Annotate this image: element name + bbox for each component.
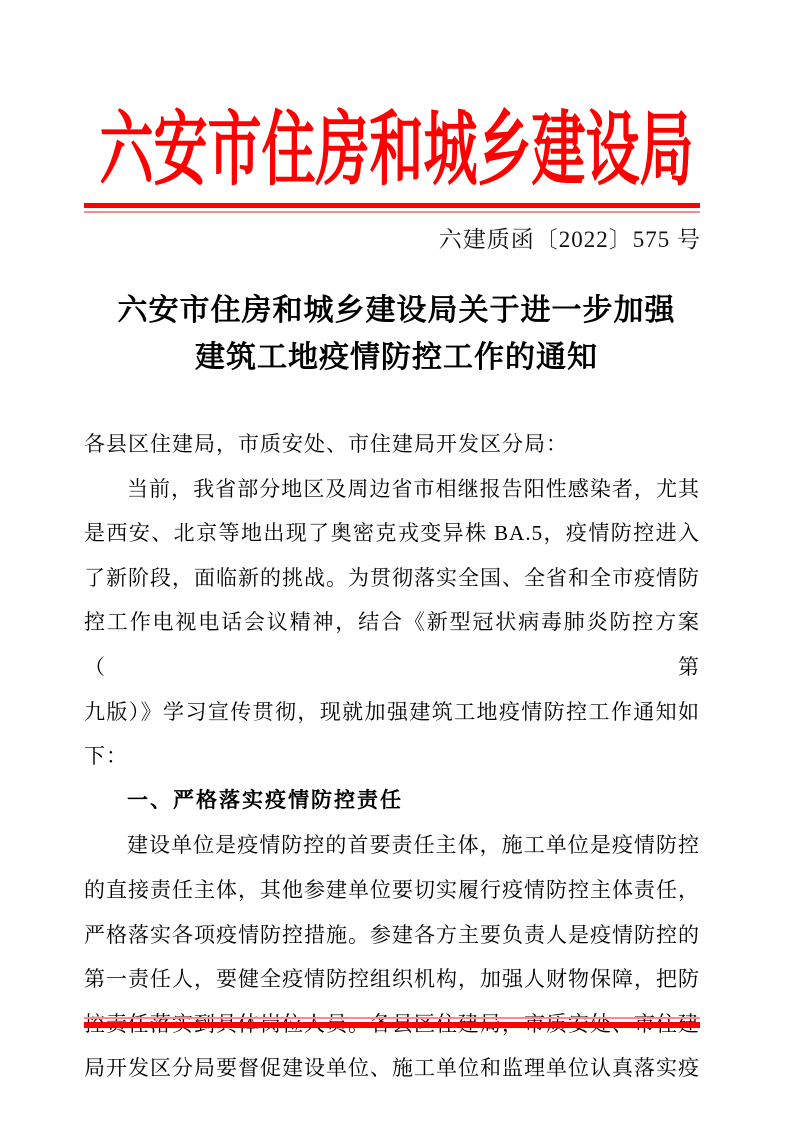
letterhead-agency-title: 六安市住房和城乡建设局 <box>99 105 694 196</box>
body-line: 建设单位是疫情防控的首要责任主体，施工单位是疫情防控 <box>127 833 700 858</box>
body-line: 是西安、北京等地出现了奥密克戎变异株 BA.5，疫情防控进入 <box>84 521 700 546</box>
body-line: 严格落实各项疫情防控措施。参建各方主要负责人是疫情防控的 <box>84 922 700 947</box>
document-body <box>84 422 700 1091</box>
body-line: 了新阶段，面临新的挑战。为贯彻落实全国、全省和全市疫情防 <box>84 565 700 590</box>
body-line: 九版）》学习宣传贯彻，现就加强建筑工地疫情防控工作通知如 <box>84 699 700 724</box>
letterhead-rule-thin <box>84 211 700 213</box>
document-number: 六建质函〔2022〕575 号 <box>438 227 701 252</box>
section-heading: 一、严格落实疫情防控责任 <box>127 788 403 812</box>
body-line: 第一责任人，要健全疫情防控组织机构，加强人财物保障，把防 <box>84 967 700 992</box>
document-title-line1: 六安市住房和城乡建设局关于进一步加强 <box>117 294 676 327</box>
body-line: 下： <box>84 744 128 769</box>
body-line: 局开发区分局要督促建设单位、施工单位和监理单位认真落实疫 <box>84 1056 700 1081</box>
footer-rule-thick <box>84 1022 700 1028</box>
body-line: 当前，我省部分地区及周边省市相继报告阳性感染者，尤其 <box>127 476 700 501</box>
body-line: 的直接责任主体，其他参建单位要切实履行疫情防控主体责任， <box>84 877 700 902</box>
body-line: 各县区住建局，市质安处、市住建局开发区分局： <box>84 432 568 456</box>
footer-rule-thin <box>84 1017 700 1019</box>
letterhead-rule-thick <box>84 203 700 208</box>
body-line: 控工作电视电话会议精神，结合《新型冠状病毒肺炎防控方案（第 <box>84 610 700 679</box>
document-title-line2: 建筑工地疫情防控工作的通知 <box>195 341 598 374</box>
document-title <box>0 287 793 381</box>
